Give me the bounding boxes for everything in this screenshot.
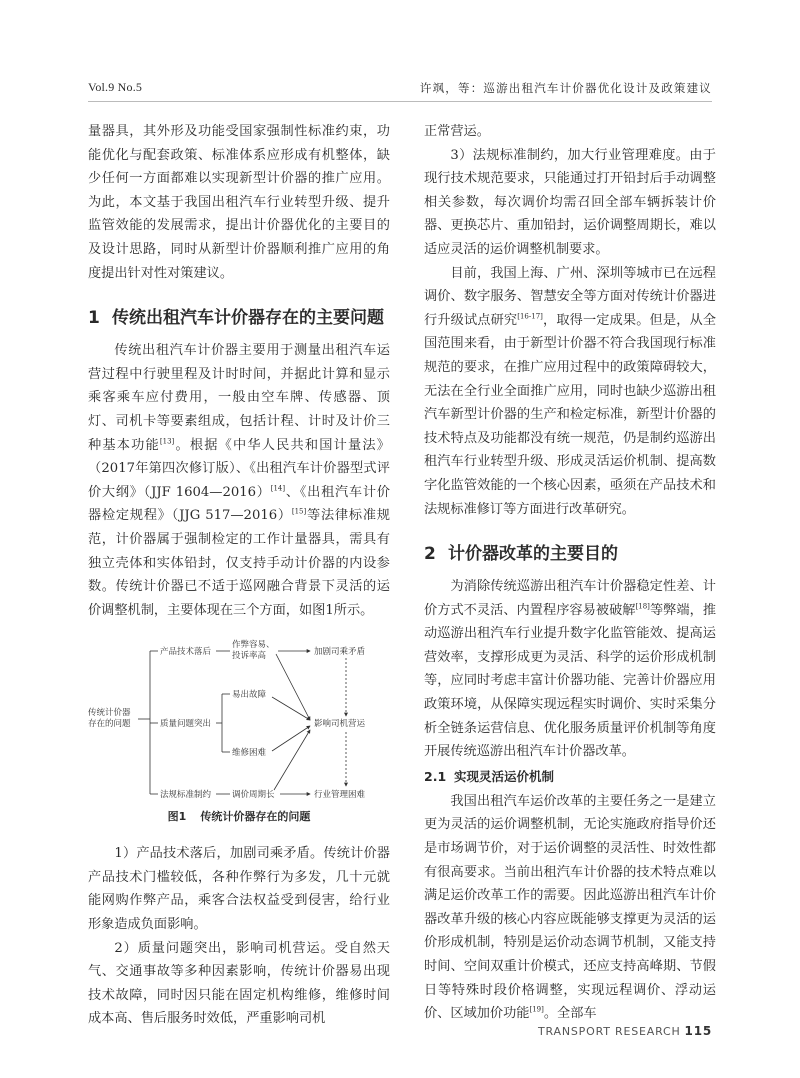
page-number: 115 bbox=[684, 1024, 712, 1038]
citation: [13] bbox=[159, 437, 175, 446]
branch-tech-outdated: 产品技术落后 bbox=[160, 647, 212, 658]
subsection-title: 实现灵活运价机制 bbox=[454, 768, 555, 784]
section-title: 传统出租汽车计价器存在的主要问题 bbox=[112, 308, 384, 329]
paragraph-continued: 正常营运。 bbox=[424, 124, 490, 139]
citation: [19] bbox=[529, 1005, 544, 1014]
running-title: 许飒，等：巡游出租汽车计价器优化设计及政策建议 bbox=[419, 81, 712, 95]
paragraph: 我国出租汽车运价改革的主要任务之一是建立更为灵活的运价调整机制，无论实施政府指导价还是市场调节价，对于运价调整的灵活性、时效性都有很高要求。当前出租汽车计价器的技术特点难以满足运价改革工作的需要。因此巡游出租汽车计价器改革升级的核心内容应既能够支撑更为灵活的运价形成机制，特别是运价动态调节机制，又能支持时间、空间双重计价模式，还应支持高峰期、节假日等特殊时段价格调整，实现远程调价、浮动运价、区域加价功能[19]。全部车 bbox=[424, 793, 716, 1022]
citation: [18] bbox=[635, 602, 650, 611]
journal-volume: Vol.9 No.5 bbox=[88, 80, 143, 94]
problem-tree-diagram bbox=[88, 636, 390, 806]
mid-cheating-line2: 投诉率高 bbox=[232, 651, 267, 662]
left-column bbox=[88, 120, 390, 1031]
header-divider bbox=[88, 101, 712, 102]
paragraph: 3）法规标准制约，加大行业管理难度。由于现行技术规范要求，只能通过打开铅封后手动调整相关参数，每次调价均需召回全部车辆拆装计价器、更换芯片、重加铅封，运价调整周期长，难以适应灵活的运价调整机制要求。 bbox=[424, 147, 716, 257]
section-2-heading bbox=[424, 541, 716, 567]
section-number: 2 bbox=[424, 544, 436, 565]
page-footer bbox=[538, 1024, 712, 1038]
section-number: 1 bbox=[88, 308, 100, 329]
paragraph: 1）产品技术落后，加剧司乘矛盾。传统计价器产品技术门槛较低，各种作弊行为多发，几十元就能网购作弊产品，乘客合法权益受到侵害，给行业形象造成负面影响。 bbox=[88, 846, 390, 933]
branch-regulation: 法规标准制约 bbox=[160, 790, 212, 801]
mid-cheating-line1: 作弊容易、 bbox=[232, 640, 275, 651]
paragraph: 为消除传统巡游出租汽车计价器稳定性差、计价方式不灵活、内置程序容易被破解[18]等弊端，推动巡游出租汽车行业提升数字化监管能效、提高运营效率，支撑形成更为灵活、科学的运价形成机制等，应同时考虑丰富计价器功能、完善计价器应用政策环境，从保障实现远程实时调价、实时采集分析全链条运营信息、优化服务质量评价机制等角度开展传统巡游出租汽车计价器改革。 bbox=[424, 579, 717, 760]
right-column bbox=[424, 120, 716, 1026]
paragraph: 2）质量问题突出，影响司机营运。受自然天气、交通事故等多种因素影响，传统计价器易出现技术故障，同时因只能在固定机构维修，维修时间成本高、售后服务时效低，严重影响司机 bbox=[88, 940, 390, 1027]
paragraph: 目前，我国上海、广州、深圳等城市已在远程调价、数字服务、智慧安全等方面对传统计价器进行升级试点研究[16-17]，取得一定成果。但是，从全国范围来看，由于新型计价器不符合我国现行标准规范的要求，在推广应用过程中的政策障碍较大，无法在全行业全面推广应用，同时也缺少巡游出租汽车新型计价器的生产和检定标准，新型计价器的技术特点及功能都没有统一规范，仍是制约巡游出租汽车行业转型升级、形成灵活运价机制、提高数字化监管效能的一个核心因素，亟须在产品技术和法规标准修订等方面进行改革研究。 bbox=[424, 265, 717, 517]
subsection-number: 2.1 bbox=[424, 768, 447, 784]
paragraph: 传统出租汽车计价器主要用于测量出租汽车运营过程中行驶里程及计时时间，并据此计算和显示乘客乘车应付费用，一般由空车牌、传感器、顶灯、司机卡等要素组成，包括计程、计时及计价三种基本功能[13]。根据《中华人民共和国计量法》（2017年第四次修订版）、《出租汽车计价器型式评价大纲》（JJF 1604—2016）[14]、《出租汽车计价器检定规程》（JJG 517—2016）[15]等法律标准规范，计价器属于强制检定的工作计量器具，需具有独立壳体和实体铅封，仅支持手动计价器的内设参数。传统计价器已不适于巡网融合背景下灵活的运价调整机制，主要体现在三个方面，如图1所示。 bbox=[88, 343, 390, 618]
citation: [16-17] bbox=[517, 312, 543, 321]
branch-quality-issues: 质量问题突出 bbox=[160, 719, 212, 730]
result-conflict: 加剧司乘矛盾 bbox=[314, 647, 366, 658]
section-1-heading bbox=[88, 305, 390, 331]
citation: [15] bbox=[291, 507, 307, 516]
mid-repair: 维修困难 bbox=[232, 748, 267, 759]
root-label-line1: 传统计价器 bbox=[88, 708, 131, 719]
section-title: 计价器改革的主要目的 bbox=[448, 544, 618, 565]
mid-cycle: 调价周期长 bbox=[232, 790, 275, 801]
mid-failure: 易出故障 bbox=[232, 690, 267, 701]
subsection-2-1-heading bbox=[424, 766, 716, 788]
result-operation: 影响司机营运 bbox=[314, 719, 366, 730]
paragraph-continued: 量器具，其外形及功能受国家强制性标准约束，功能优化与配套政策、标准体系应形成有机整体，缺少任何一方面都难以实现新型计价器的推广应用。为此，本文基于我国出租汽车行业转型升级、提升监管效能的发展需求，提出计价器优化的主要目的及设计思路，同时从新型计价器顺利推广应用的角度提出针对性对策建议。 bbox=[88, 124, 390, 281]
figure-caption: 图1 传统计价器存在的问题 bbox=[167, 810, 311, 824]
figure-1-diagram bbox=[88, 636, 390, 806]
journal-name: TRANSPORT RESEARCH bbox=[538, 1025, 681, 1038]
result-management: 行业管理困难 bbox=[314, 790, 366, 801]
citation: [14] bbox=[270, 484, 286, 493]
root-label-line2: 存在的问题 bbox=[88, 719, 131, 730]
